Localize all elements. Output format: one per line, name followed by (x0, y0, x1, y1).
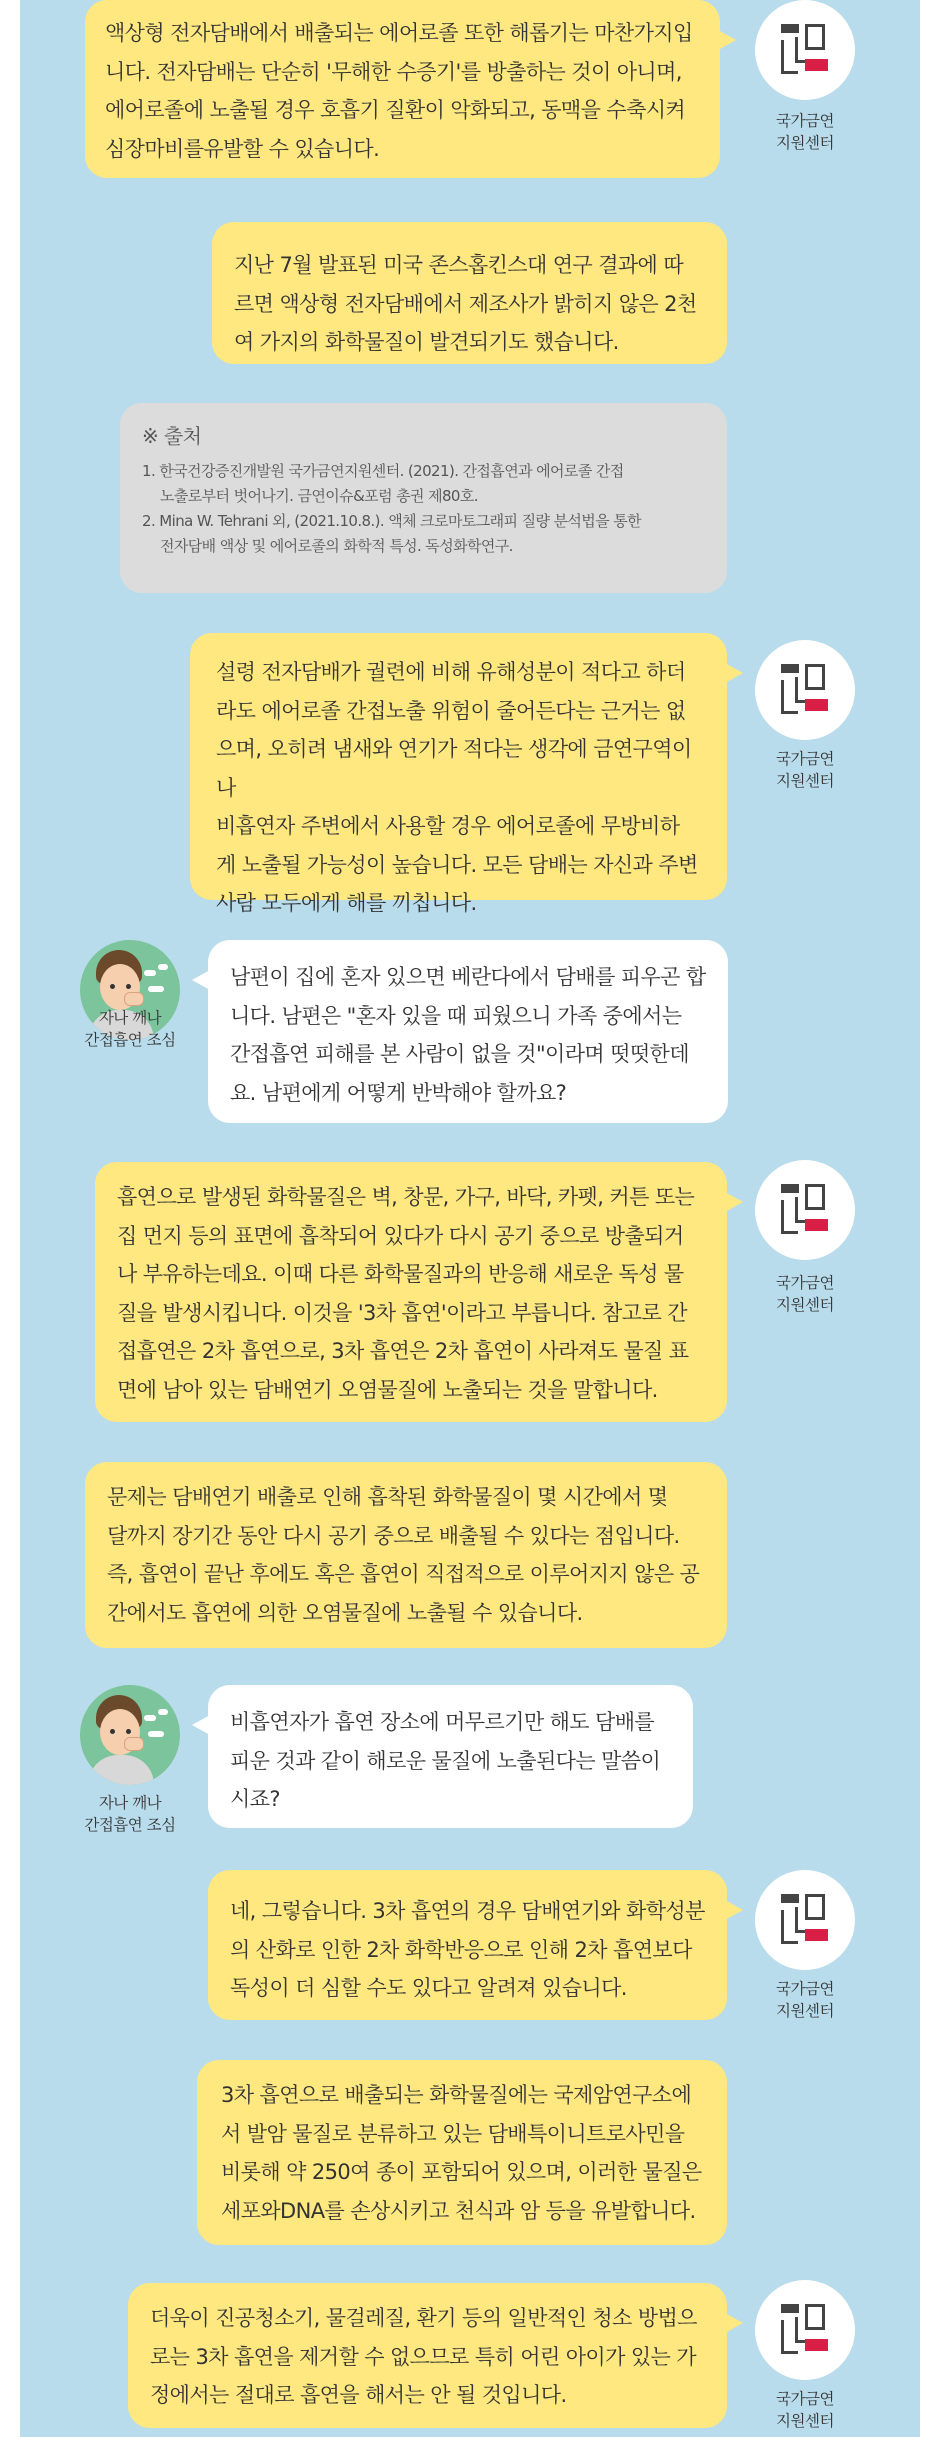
message-line: 심장마비를유발할 수 있습니다. (105, 136, 380, 161)
message-line: 요. 남편에게 어떻게 반박해야 할까요? (230, 1080, 567, 1105)
asker-label (60, 1007, 200, 1051)
answer-bubble-1 (85, 0, 720, 178)
answer-bubble-6 (208, 1870, 727, 2020)
center-label (735, 1978, 875, 2022)
message-line: 흡연으로 발생된 화학물질은 벽, 창문, 가구, 바닥, 카펫, 커튼 또는 (117, 1185, 695, 1209)
center-avatar (755, 1870, 855, 1970)
message-line: 피운 것과 같이 해로운 물질에 노출된다는 말씀이 (230, 1748, 661, 1773)
message-line: 비롯해 약 250여 종이 포함되어 있으며, 이러한 물질은 (221, 2160, 702, 2184)
message-line: 비흡연자가 흡연 장소에 머무르기만 해도 담배를 (230, 1710, 655, 1734)
message-line: 사람 모두에게 해를 끼칩니다. (216, 891, 477, 915)
message-line: 정에서는 절대로 흡연을 해서는 안 될 것입니다. (150, 2383, 567, 2407)
source-line: 노출로부터 벗어나기. 금연이슈&포럼 총권 제80호. (160, 487, 478, 505)
logo-icon (781, 1184, 831, 1236)
question-bubble-1 (208, 940, 728, 1123)
logo-icon (781, 2304, 831, 2356)
source-title: ※ 출처 (142, 424, 202, 448)
message-line: 로는 3차 흡연을 제거할 수 없으므로 특히 어린 아이가 있는 가 (150, 2344, 696, 2369)
center-avatar (755, 2280, 855, 2380)
message-line: 집 먼지 등의 표면에 흡착되어 있다가 다시 공기 중으로 방출되거 (117, 1223, 684, 1248)
left-margin (0, 0, 20, 2437)
source-box (120, 403, 727, 593)
question-bubble-2 (208, 1685, 693, 1828)
center-label (735, 1272, 875, 1316)
message-line: 질을 발생시킵니다. 이것을 '3차 흡연'이라고 부릅니다. 참고로 간 (117, 1300, 687, 1325)
message-line: 니다. 전자담배는 단순히 '무해한 수증기'를 방출하는 것이 아니며, (105, 59, 682, 84)
source-list (142, 459, 705, 559)
message-line: 남편이 집에 혼자 있으면 베란다에서 담배를 피우곤 합 (230, 965, 706, 989)
logo-icon (781, 1894, 831, 1946)
answer-bubble-4 (95, 1162, 727, 1422)
center-label (735, 2388, 875, 2432)
message-line: 의 산화로 인한 2차 화학반응으로 인해 2차 흡연보다 (230, 1937, 692, 1962)
message-line: 독성이 더 심할 수도 있다고 알려져 있습니다. (230, 1976, 627, 2000)
message-line: 서 발암 물질로 분류하고 있는 담배특이니트로사민을 (221, 2121, 685, 2146)
message-line: 세포와DNA를 손상시키고 천식과 암 등을 유발합니다. (221, 2198, 696, 2223)
center-label (735, 110, 875, 154)
message-line: 지난 7월 발표된 미국 존스홉킨스대 연구 결과에 따 (234, 253, 684, 277)
center-avatar (755, 1160, 855, 1260)
message-line: 면에 남아 있는 담배연기 오염물질에 노출되는 것을 말합니다. (117, 1377, 658, 1402)
source-item (142, 509, 705, 559)
message-line: 간접흡연 피해를 본 사람이 없을 것"이라며 떳떳한데 (230, 1042, 689, 1066)
center-label-line2: 지원센터 (776, 1296, 834, 1314)
answer-bubble-2 (212, 222, 727, 364)
answer-bubble-7 (197, 2060, 727, 2245)
message-line: 나 부유하는데요. 이때 다른 화학물질과의 반응해 새로운 독성 물 (117, 1262, 684, 1286)
center-avatar (755, 0, 855, 100)
answer-bubble-5 (85, 1462, 727, 1648)
message-line: 네, 그렇습니다. 3차 흡연의 경우 담배연기와 화학성분 (230, 1899, 705, 1923)
message-line: 간에서도 흡연에 의한 오염물질에 노출될 수 있습니다. (107, 1600, 583, 1625)
source-line: 1. 한국건강증진개발원 국가금연지원센터. (2021). 간접흡연과 에어로졸 간접 (142, 462, 624, 480)
message-line: 설령 전자담배가 궐련에 비해 유해성분이 적다고 하더 (216, 660, 686, 684)
answer-bubble-8 (128, 2283, 727, 2428)
asker-label-line2: 간접흡연 조심 (84, 1816, 176, 1834)
source-line: 전자담배 액상 및 에어로졸의 화학적 특성. 독성화학연구. (160, 537, 513, 555)
message-line: 니다. 남편은 "혼자 있을 때 피웠으니 가족 중에서는 (230, 1003, 682, 1028)
message-line: 시죠? (230, 1787, 280, 1811)
center-label-line2: 지원센터 (776, 772, 834, 790)
message-line: 게 노출될 가능성이 높습니다. 모든 담배는 자신과 주변 (216, 852, 698, 877)
center-avatar (755, 640, 855, 740)
center-label-line1: 국가금연 (776, 750, 834, 768)
right-margin (920, 0, 940, 2437)
message-line: 여 가지의 화학물질이 발견되기도 했습니다. (234, 330, 619, 354)
message-line: 비흡연자 주변에서 사용할 경우 에어로졸에 무방비하 (216, 814, 680, 838)
center-label-line2: 지원센터 (776, 2412, 834, 2430)
message-line: 에어로졸에 노출될 경우 호흡기 질환이 악화되고, 동맥을 수축시켜 (105, 98, 686, 122)
center-label-line2: 지원센터 (776, 134, 834, 152)
center-label-line1: 국가금연 (776, 1274, 834, 1292)
source-item (142, 459, 705, 509)
message-line: 더욱이 진공청소기, 물걸레질, 환기 등의 일반적인 청소 방법으 (150, 2306, 697, 2330)
asker-label (60, 1792, 200, 1836)
asker-label-line2: 간접흡연 조심 (84, 1031, 176, 1049)
asker-label-line1: 자나 깨나 (98, 1009, 162, 1027)
message-line: 으며, 오히려 냄새와 연기가 적다는 생각에 금연구역이나 (216, 737, 692, 800)
smoking-person-icon (80, 1685, 180, 1785)
logo-icon (781, 24, 831, 76)
message-line: 달까지 장기간 동안 다시 공기 중으로 배출될 수 있다는 점입니다. (107, 1523, 680, 1548)
message-line: 문제는 담배연기 배출로 인해 흡착된 화학물질이 몇 시간에서 몇 (107, 1485, 668, 1509)
message-line: 3차 흡연으로 배출되는 화학물질에는 국제암연구소에 (221, 2083, 692, 2107)
message-line: 즉, 흡연이 끝난 후에도 혹은 흡연이 직접적으로 이루어지지 않은 공 (107, 1562, 700, 1586)
source-line: 2. Mina W. Tehrani 외, (2021.10.8.). 액체 크로마토그래피 질량 분석법을 통한 (142, 512, 642, 530)
center-label-line2: 지원센터 (776, 2002, 834, 2020)
message-line: 접흡연은 2차 흡연으로, 3차 흡연은 2차 흡연이 사라져도 물질 표 (117, 1339, 689, 1363)
center-label-line1: 국가금연 (776, 2390, 834, 2408)
center-label-line1: 국가금연 (776, 1980, 834, 1998)
message-line: 르면 액상형 전자담배에서 제조사가 밝히지 않은 2천 (234, 291, 697, 316)
logo-icon (781, 664, 831, 716)
message-line: 액상형 전자담배에서 배출되는 에어로졸 또한 해롭기는 마찬가지입 (105, 21, 693, 45)
center-label-line1: 국가금연 (776, 112, 834, 130)
center-label (735, 748, 875, 792)
message-line: 라도 에어로졸 간접노출 위험이 줄어든다는 근거는 없 (216, 698, 686, 723)
answer-bubble-3 (190, 633, 727, 915)
asker-label-line1: 자나 깨나 (98, 1794, 162, 1812)
